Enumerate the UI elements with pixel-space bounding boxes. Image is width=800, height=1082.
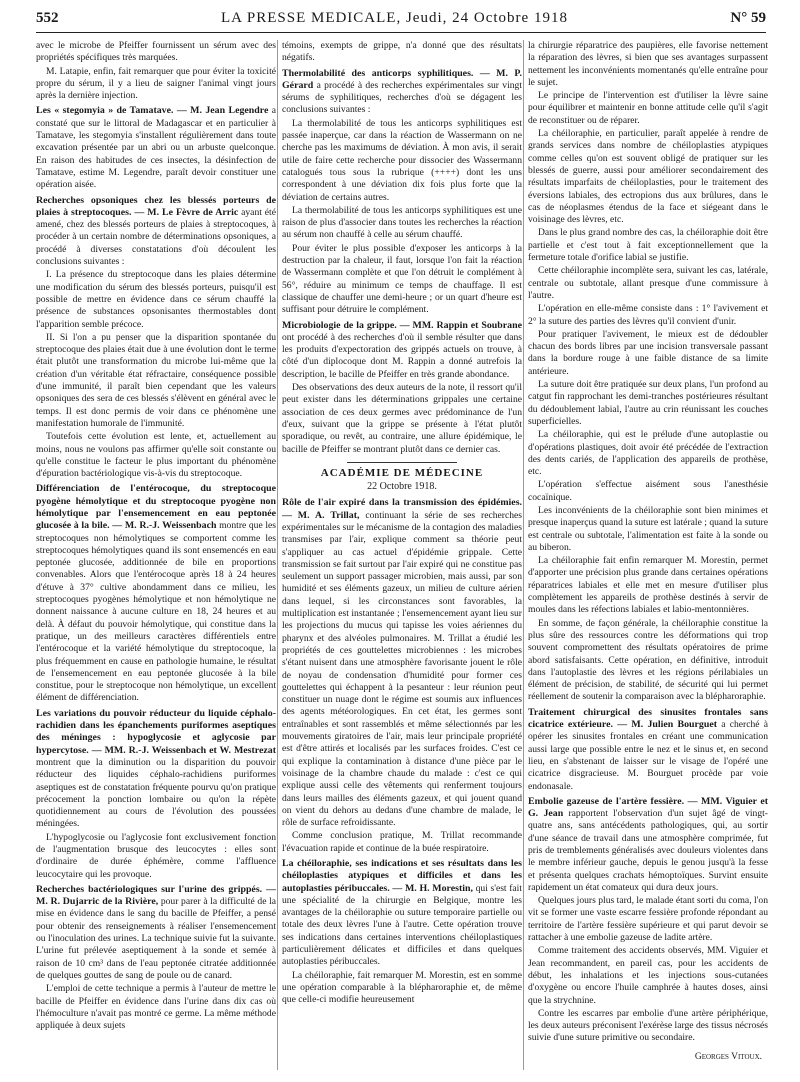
paragraph: Toutefois cette évolution est lente, et, actuellement au moins, nous ne voulons pas affirmer qu'elle soit constante ou qu'elle constitue le facteur le plus important du phénomène d'épuration bactériologique vis-à-vis du streptocoque.	[36, 431, 276, 480]
paragraph: La chéiloraphie, en particulier, paraît appelée à rendre de grands services dans nombre de chéiloplasties atypiques comme celles qu'on est souvent obligé de pratiquer sur les blessés de guerre, aussi pour améliorer secondairement des résultats imparfaits de chéiloplasties, pour le traitement des éversions labiales, des ectropions dus aux brûlures, dans le cas de néoplasmes étendus de la face et siégeant dans le voisinage des lèvres, etc.	[528, 128, 768, 226]
section-text: montre que les streptocoques non hémolytiques se comportent comme les streptocoques hémolytiques quand ils sont ensemencés en eau peptonée glucosée, additionnée de bile en proportions convenables. Alors que l'entérocoque après 18 à 24 heures d'étuve à 37° cultive abondamment dans ce milieu, les streptocoques pyogènes hémolytique et non hémolytique ne donnent naissance à aucune culture en 18, 24 heures et au delà. À défaut du pouvoir hémolytique, qui constitue dans la pratique, un des meilleurs caractères différentiels entre l'entérocoque et la variété hémolytique du streptocoque, la plus fréquemment en cause en pathologie humaine, le résultat de l'ensemencement en eau peptonée glucosée à la bile constitue, pour le streptocoque non hémolytique, un excellent élément de différenciation.	[36, 520, 276, 704]
column-1	[36, 40, 276, 1070]
page-header	[36, 10, 766, 33]
paragraph: En somme, de façon générale, la chéiloraphie constitue la plus sûre des ressources contre les déformations qui trop souvent compromettent des résultats opératoires de prime abord satisfaisants. Cette opération, en définitive, introduit dans l'autoplastie des lèvres et les régions périlabiales un élément de précision, de stabilité, de sécurité qui lui permet réellement de soutenir la comparaison avec la blépharoraphie.	[528, 617, 768, 703]
section-title: La chéiloraphie, ses indications et ses résultats dans les chéiloplasties atypiques et difficiles et dans les autoplasties péribuccales. — M. H. Morestin,	[282, 858, 522, 894]
paragraph: La chéiloraphie, fait remarquer M. Morestin, est en somme une opération comparable à la blépharoraphie et, de même que celle-ci modifie heureusement	[282, 969, 522, 1006]
section	[282, 858, 522, 969]
section-text: ayant été amené, chez des blessés porteurs de plaies à streptocoques, à procéder à un certain nombre de déterminations opsoniques, a procédé à diverses constatations d'où découlent les conclusions suivantes :	[36, 206, 276, 268]
paragraph: Dans le plus grand nombre des cas, la chéiloraphie doit être partielle et c'est tout à fait exceptionnellement que la fermeture totale d'orifice labial se justifie.	[528, 227, 768, 264]
section-title: Thermolabilité des anticorps syphilitiques. — M. P. Gérard	[282, 67, 522, 91]
paragraph: Pour pratiquer l'avivement, le mieux est de dédoubler chacun des bords libres par une incision transversale passant dans la bordure rouge à une faible distance de sa limite antérieure.	[528, 328, 768, 377]
paragraph: Comme traitement des accidents observés, MM. Viguier et Jean recommandent, en pareil cas, pour les accidents de début, les inhalations et les injections sous-cutanées d'oxygène ou encore l'huile camphrée à hautes doses, ainsi que la strychnine.	[528, 945, 768, 1006]
academy-date: 22 Octobre 1918.	[367, 481, 437, 493]
academy-title: ACADÉMIE DE MÉDECINE	[320, 466, 484, 479]
section-text: qui s'est fait une spécialité de la chirurgie en Belgique, montre les avantages de la chéiloraphie ou suture temporaire partielle ou totale des deux lèvres l'une à l'autre. Cette opération trouve ses indications dans certaines interventions chéiloplastiques particulièrement délicates et difficiles et dans quelques autoplasties péribuccales.	[282, 882, 522, 968]
section-text: ont procédé à des recherches d'où il semble résulter que dans les produits d'expectoration des grippés actuels on trouve, à côté d'un diplocoque dont M. Rappin a donné autrefois la description, le bacille de Pfeiffer en très grande abondance.	[282, 331, 522, 380]
journal-title: LA PRESSE MEDICALE, Jeudi, 24 Octobre 1918	[220, 10, 568, 26]
section-title: Les variations du pouvoir réducteur du liquide céphalo-rachidien dans les épanchements puriformes aseptiques des méninges : hypoglycosie et aglycosie par hypercytose. — MM. R.-J. Weissenbach et W. Mestrezat	[36, 707, 276, 756]
section	[528, 707, 768, 793]
section-title: Recherches opsoniques chez les blessés porteurs de plaies à streptocoques. — M. Le Fèvre de Arric	[36, 194, 276, 218]
paragraph: Des observations des deux auteurs de la note, il ressort qu'il peut exister dans les déterminations grippales une certaine association de ces deux germes avec prédominance de l'un d'eux, suivant que la grippe se présente à l'état plutôt sporadique, ou revêt, au contraire, une allure épidémique, le bacille de Pfeiffer se montrant plutôt dans ce dernier cas.	[282, 382, 522, 455]
section-title: Recherches bactériologiques sur l'urine des grippés. — M. R. Dujarric de la Rivière,	[36, 883, 276, 908]
paragraph: L'emploi de cette technique a permis à l'auteur de mettre le bacille de Pfeiffer en évidence dans l'urine dans dix cas où l'hémoculture n'avait pas montré ce germe. La même méthode appliquée à deux sujets	[36, 983, 276, 1032]
section-title: Différenciation de l'entérocoque, du streptocoque pyogène hémolytique et du streptocoque pyogène non hémolytique par l'ensemencement en eau peptonée glucosée à la bile. — M. R.-J. Weissenbach	[36, 483, 276, 532]
section-title: Embolie gazeuse de l'artère fessière. — MM. Viguier et G. Jean	[528, 795, 768, 820]
section	[282, 68, 522, 117]
column-divider	[523, 40, 524, 1070]
section-title: Microbiologie de la grippe. — MM. Rappin et Soubrane	[282, 319, 522, 331]
paragraph: L'opération s'effectue aisément sous l'anesthésie cocaïnique.	[528, 479, 768, 503]
section	[36, 195, 276, 269]
section-text: rapportent l'observation d'un sujet âgé de vingt-quatre ans, sans antécédents pathologiques, qui, au sortir d'une séance de travail dans une atmosphère comprimée, fut pris de tremblements généralisés avec douleurs violentes dans le membre inférieur gauche, depuis le genou jusqu'à la fesse et présenta quelques crachats hémoptoïques. Survint ensuite rapidement un état comateux qui dura deux jours.	[528, 808, 768, 893]
paragraph: La chéiloraphie, qui est le prélude d'une autoplastie ou d'opérations plastiques, doit avoir été précédée de l'extraction des dents cariés, de l'application des appareils de prothèse, etc.	[528, 429, 768, 478]
paragraph: I. La présence du streptocoque dans les plaies détermine une modification du sérum des blessés porteurs, puisqu'il est possible de mettre en évidence dans ce sérum chauffé la présence de substances opsonisantes thermostables dont l'apparition semble précoce.	[36, 269, 276, 330]
paragraph: La chéiloraphie fait enfin remarquer M. Morestin, permet d'apporter une précision plus grande dans certaines opérations réparatrices labiales et elle met en mesure d'utiliser plus complètement les appareils de prothèse destinés à servir de moules dans les réfections labiales et labio-mentonnières.	[528, 555, 768, 616]
paragraph: Le principe de l'intervention est d'utiliser la lèvre saine pour équilibrer et maintenir en bonne attitude celle qu'il s'agit de reconstituer ou de réparer.	[528, 90, 768, 126]
paragraph: Cette chéiloraphie incomplète sera, suivant les cas, latérale, centrale ou subtotale, allant presque d'une commissure à l'autre.	[528, 265, 768, 301]
paragraph: témoins, exempts de grippe, n'a donné que des résultats négatifs.	[282, 40, 522, 64]
paragraph: Comme conclusion pratique, M. Trillat recommande l'évacuation rapide et continue de la buée respiratoire.	[282, 830, 522, 854]
column-3	[528, 40, 768, 1070]
section	[282, 320, 522, 381]
paragraph: Les inconvénients de la chéiloraphie sont bien minimes et presque inaperçus quand la suture est latérale ; quand la suture est centrale ou subtotale, l'alimentation est faite à la sonde ou au biberon.	[528, 504, 768, 553]
page-number: 552	[36, 10, 59, 26]
paragraph: la chirurgie réparatrice des paupières, elle favorise nettement la réparation des lèvres, si bien que ses avantages surpassent nettement les inconvénients momentanés qu'elle entraîne pour le sujet.	[528, 40, 768, 88]
paragraph: La thermolabilité de tous les anticorps syphilitiques est une raison de plus d'associer dans toutes les recherches la réaction au sérum non chauffé à celle au sérum chauffé.	[282, 204, 522, 241]
paragraph: L'opération en elle-même consiste dans : 1° l'avivement et 2° la suture des parties des lèvres qu'il convient d'unir.	[528, 303, 768, 327]
section	[36, 708, 276, 831]
paragraph: La suture doit être pratiquée sur deux plans, l'un profond au catgut fin rapprochant les demi-tranches postérieures résultant du dédoublement labial, l'autre au crin réunissant les couches superficielles.	[528, 379, 768, 427]
section-text: continuant la série de ses recherches expérimentales sur le mécanisme de la contagion des maladies transmises par l'air, explique comment sa théorie peut s'appliquer au cas actuel d'épidémie grippale. Cette transmission se fait surtout par l'air expiré qui ne constitue pas seulement un support passager microbien, mais aussi, par son humidité et ses éléments gazeux, un milieu de culture aérien dans lequel, si les circonstances sont favorables, la multiplication est instantanée ; l'ensemencement ayant lieu sur les projections du mucus qui tapisse les voies aériennes du pharynx et des alvéoles pulmonaires. M. Trillat a étudié les propriétés de ces gouttelettes microbiennes : les microbes s'étant nuisent dans une atmosphère favorisante jouent le rôle de noyau de condensation d'humidité pour former ces gouttelettes qui échappent à la pesanteur : leur réunion peut constituer un nuage dont le régime est soumis aux influences des agents météorologiques. En cet état, les germes sont entraînables et sont rassemblés et même sélectionnés par les mouvements giratoires de l'air, mais leur principale propriété est d'être attirés et localisés par les surfaces froides. C'est ce qui explique la contamination à distance d'une pièce par le voisinage de la chambre chaude du malade : c'est ce qui explique aussi celle des vêtements qui renferment toujours dans leurs mailles des éléments gazeux, et qui jouent quand on vient du dehors au dedans d'une chambre de malade, le rôle de surface refroidissante.	[282, 509, 522, 829]
section-text: a cherché à opérer les sinusites frontales en créant une communication aussi large que possible entre le nez et le sinus et, en second lieu, en s'abstenant de laisser sur le visage de l'opéré une cicatrice disgracieuse. M. Bourguet procède par voie endonasale.	[528, 719, 768, 792]
paragraph: L'hypoglycosie ou l'aglycosie font exclusivement fonction de l'augmentation brusque des leucocytes : elles sont d'ordinaire de durée éphémère, comme l'affluence leucocytaire qui les provoque.	[36, 831, 276, 880]
paragraph: Pour éviter le plus possible d'exposer les anticorps à la destruction par la chaleur, il faut, lorsque l'on fait la réaction de Wassermann complète et que l'on détruit le complément à 56°, réduire au minimum ce temps de chauffage. Il est classique de chauffer une demi-heure ; or un quart d'heure est suffisant pour détruire le complément.	[282, 242, 522, 316]
section	[36, 483, 276, 704]
column-2	[282, 40, 522, 1070]
paragraph: II. Si l'on a pu penser que la disparition spontanée du streptocoque des plaies était due à une évolution dont le terme était plutôt une transformation du microbe lui-même que la création d'un véritable état réfractaire, conséquence possible d'une immunité, il paraît bien cependant que les valeurs opsoniques des sera de ces blessés s'élèvent en général avec le temps. Il est donc permis de voir dans ce phénomène une manifestation humorale de l'immunité.	[36, 331, 276, 429]
paragraph: Contre les escarres par embolie d'une artère périphérique, les deux auteurs préconisent l'exérèse large des tissus nécrosés suivie d'une suture primitive ou secondaire.	[528, 1007, 768, 1044]
column-divider	[277, 40, 278, 1070]
section-text: a procédé à des recherches expérimentales sur vingt sérums de syphilitiques, recherches d'où se dégagent les conclusions suivantes :	[282, 79, 522, 116]
section	[528, 796, 768, 894]
author-signature: Georges Vitoux.	[694, 1051, 762, 1062]
section-text: montrent que la diminution ou la disparition du pouvoir réducteur des liquides céphalo-rachidiens puriformes aseptiques est de constatation fréquente pourvu qu'on pratique précocement la ponction lombaire ou qu'on la répète quotidiennement au cours de l'évolution des poussées méningées.	[36, 756, 276, 830]
section	[282, 497, 522, 829]
paragraph: Quelques jours plus tard, le malade étant sorti du coma, l'on vit se former une vaste escarre fessière profonde répondant au territoire de l'artère fessière supérieure et qui parut devoir se rattacher à une embolie gazeuse de ladite artère.	[528, 895, 768, 944]
paragraph: M. Latapie, enfin, fait remarquer que pour éviter la toxicité propre du sérum, il y a lieu de saigner l'animal vingt jours après la dernière injection.	[36, 65, 276, 102]
section-title: Rôle de l'air expiré dans la transmission des épidémies. — M. A. Trillat,	[282, 497, 522, 521]
paragraph: La thermolabilité de tous les anticorps syphilitiques est passée inaperçue, car dans la réaction de Wassermann on ne cherche pas les maximums de déviation. À mon avis, il serait utile de faire cette recherche pour dissocier des Wassermann catalogués tous sous la rubrique (++++) dont les uns correspondent à une déviation dix fois plus forte que la déviation de certains autres.	[282, 117, 522, 203]
section	[36, 105, 276, 191]
section	[36, 884, 276, 982]
section-text: pour parer à la difficulté de la mise en évidence dans le sang du bacille de Pfeiffer, a pensé pour obtenir des renseignements à réaliser l'ensemencement ou l'inoculation des urines. La technique suivie fut la suivante. L'urine fut prélevée aseptiquement à la sonde et semée à raison de 10 cm³ dans de l'eau peptonée citratée additionnée de quelques gouttes de sang de poule ou de canard.	[36, 896, 276, 981]
section-title: Traitement chirurgical des sinusites frontales sans cicatrice extérieure. — M. Julien Bourguet	[528, 706, 768, 731]
section-rule	[347, 462, 457, 463]
section-text: a constaté que sur le littoral de Madagascar et en particulier à Tamatave, les stegomyia s'installent régulièrement dans toute excavation présentée par un abri ou un arbuste quelconque. En raison des habitudes de ces insectes, la désinfection de Tamatave, estime M. Legendre, paraît devoir constituer une opération aisée.	[36, 105, 276, 191]
paragraph: avec le microbe de Pfeiffer fournissent un sérum avec des propriétés spécifiques très marquées.	[36, 40, 276, 64]
section-title: Les « stegomyia » de Tamatave. — M. Jean Legendre	[36, 105, 269, 117]
issue-number: N° 59	[730, 10, 766, 26]
